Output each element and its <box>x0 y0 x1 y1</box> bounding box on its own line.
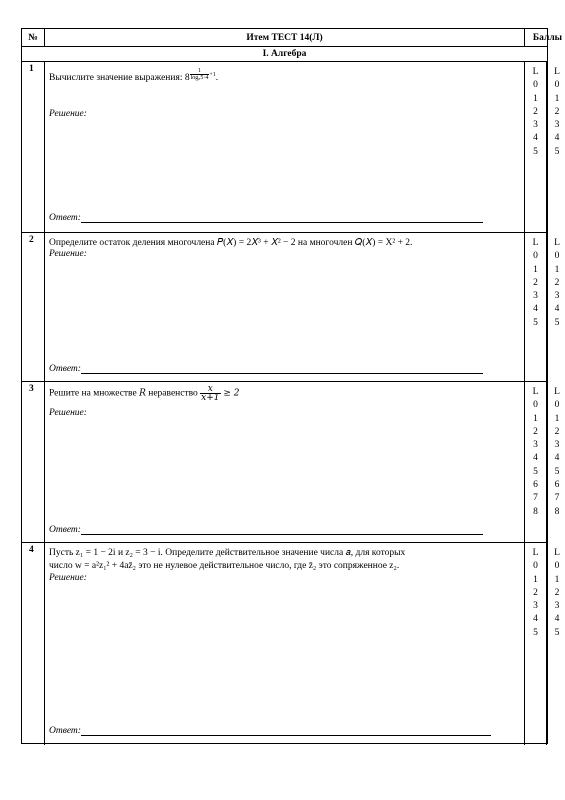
score-option: 3 <box>533 120 538 131</box>
score-option: 3 <box>554 440 560 451</box>
header-points: Баллы <box>532 32 563 43</box>
fraction <box>200 385 220 402</box>
score-option: 2 <box>554 426 560 437</box>
score-option: 0 <box>533 251 538 262</box>
fraction-denominator: x+1 <box>201 393 220 403</box>
section-title: I. Алгебра <box>262 49 307 59</box>
scores-list <box>525 386 546 519</box>
scores-list <box>525 66 546 159</box>
question-text-line-2: число w = a²z₁² + 4az̄₂ это не нулевое действительное число, где z̄₂ это сопряженное z₂. <box>49 561 400 571</box>
score-option: 4 <box>554 614 560 625</box>
question-text <box>49 68 218 84</box>
score-option: 2 <box>533 426 538 437</box>
question-text: Определите остаток деления многочлена 𝑃(𝑋) = 2𝑋³ + 𝑋² − 2 на многочлен 𝑄(𝑋) = X² + 2. <box>49 238 413 248</box>
question-cell <box>45 62 525 232</box>
score-option: 0 <box>533 561 538 572</box>
scores-list <box>547 66 565 159</box>
score-option: 2 <box>533 587 538 598</box>
scores-list <box>547 237 565 330</box>
solution-label: Решение: <box>49 573 87 583</box>
answer-input-line[interactable] <box>81 526 483 535</box>
score-option: 4 <box>533 614 538 625</box>
score-option: 5 <box>533 627 538 638</box>
expression-base: 8 <box>184 73 190 84</box>
score-option: 2 <box>533 277 538 288</box>
question-text-part: Вычислите значение выражения: <box>49 73 185 84</box>
score-option: 2 <box>533 106 538 117</box>
score-option: 4 <box>554 133 560 144</box>
score-option: 1 <box>554 264 560 275</box>
score-option: 0 <box>554 561 560 572</box>
solution-label: Решение: <box>49 109 87 119</box>
score-option: L <box>532 67 539 77</box>
score-option: 1 <box>533 574 538 585</box>
score-option: 1 <box>554 413 560 424</box>
answer-label: Ответ: <box>49 213 81 223</box>
score-option: 5 <box>533 317 538 328</box>
score-option: 0 <box>533 400 538 411</box>
set-symbol: R <box>139 388 146 399</box>
question-number: 2 <box>22 233 45 381</box>
score-option: 6 <box>554 480 560 491</box>
scores-column-1 <box>525 233 547 381</box>
table-header-row <box>22 29 563 47</box>
scores-column-1 <box>525 543 547 745</box>
score-option: L <box>554 238 560 248</box>
score-option: 2 <box>554 106 560 117</box>
scores-column-1 <box>525 62 547 232</box>
score-option: 1 <box>554 93 560 104</box>
score-option: L <box>554 548 560 558</box>
answer-line <box>49 364 483 374</box>
question-cell <box>45 382 525 542</box>
answer-line <box>49 726 491 736</box>
header-number: № <box>22 29 45 46</box>
score-option: L <box>532 548 539 558</box>
fraction-numerator: x <box>200 385 220 394</box>
question-number: 3 <box>22 382 45 542</box>
answer-input-line[interactable] <box>81 727 491 736</box>
score-option: 5 <box>554 146 560 157</box>
score-option: 0 <box>554 251 560 262</box>
scores-list <box>525 237 546 330</box>
expression <box>184 68 219 84</box>
score-option: 5 <box>533 466 538 477</box>
score-option: L <box>532 238 539 248</box>
score-option: L <box>532 387 539 397</box>
question-row-1 <box>22 62 560 233</box>
score-option: 3 <box>554 601 560 612</box>
answer-input-line[interactable] <box>81 365 483 374</box>
score-option: 5 <box>554 627 560 638</box>
score-option: 1 <box>533 93 538 104</box>
score-option: 4 <box>533 304 538 315</box>
question-number: 4 <box>22 543 45 745</box>
question-text-end: . <box>215 73 219 84</box>
exponent-denominator: log₈5·4 <box>190 75 209 81</box>
question-text-line-1: Пусть z₁ = 1 − 2i и z₂ = 3 − i. Определите действительное значение числа 𝑎, для которых <box>49 548 406 558</box>
score-option: 2 <box>554 587 560 598</box>
score-option: 1 <box>554 574 560 585</box>
question-row-3 <box>22 382 560 543</box>
question-row-2 <box>22 233 560 382</box>
question-cell <box>45 233 525 381</box>
scores-column-2 <box>547 543 565 745</box>
score-option: 5 <box>533 146 538 157</box>
answer-label: Ответ: <box>49 726 81 736</box>
scores-column-1 <box>525 382 547 542</box>
score-option: 5 <box>554 317 560 328</box>
score-option: 3 <box>533 601 538 612</box>
scores-column-2 <box>547 233 565 381</box>
question-number: 1 <box>22 62 45 232</box>
score-option: 4 <box>533 133 538 144</box>
answer-line <box>49 525 483 535</box>
test-table <box>21 28 563 744</box>
score-option: 6 <box>533 480 538 491</box>
score-option: 8 <box>554 506 560 517</box>
score-option: L <box>554 387 560 397</box>
expression-exponent <box>190 68 216 81</box>
scores-list <box>525 547 546 640</box>
question-cell <box>45 543 525 745</box>
score-option: 7 <box>533 493 538 504</box>
score-option: L <box>554 67 560 77</box>
solution-label: Решение: <box>49 249 87 259</box>
score-option: 3 <box>554 120 560 131</box>
scores-column-2 <box>547 62 565 232</box>
score-option: 2 <box>554 277 560 288</box>
score-option: 0 <box>533 80 538 91</box>
score-option: 3 <box>533 440 538 451</box>
scores-list <box>547 386 565 519</box>
score-option: 4 <box>554 304 560 315</box>
question-row-4 <box>22 543 560 745</box>
answer-label: Ответ: <box>49 525 81 535</box>
score-option: 3 <box>554 291 560 302</box>
score-option: 3 <box>533 291 538 302</box>
score-option: 1 <box>533 413 538 424</box>
score-option: 0 <box>554 400 560 411</box>
score-option: 1 <box>533 264 538 275</box>
inequality-rhs: ≥ 2 <box>220 388 240 399</box>
section-row <box>22 47 547 62</box>
answer-label: Ответ: <box>49 364 81 374</box>
scores-list <box>547 547 565 640</box>
question-text-part: неравенство <box>145 388 201 399</box>
question-text-part: Решите на множестве <box>49 388 140 399</box>
score-option: 0 <box>554 80 560 91</box>
question-text <box>49 385 240 402</box>
score-option: 5 <box>554 466 560 477</box>
score-option: 7 <box>554 493 560 504</box>
score-option: 4 <box>554 453 560 464</box>
exponent-tail: +1 <box>209 71 216 78</box>
solution-label: Решение: <box>49 408 87 418</box>
score-option: 8 <box>533 506 538 517</box>
exponent-numerator: 1 <box>190 68 210 75</box>
answer-line <box>49 213 483 223</box>
answer-input-line[interactable] <box>81 214 483 223</box>
scores-column-2 <box>547 382 565 542</box>
header-item: Итем ТЕСТ 14(Л) <box>45 29 525 46</box>
score-option: 4 <box>533 453 538 464</box>
